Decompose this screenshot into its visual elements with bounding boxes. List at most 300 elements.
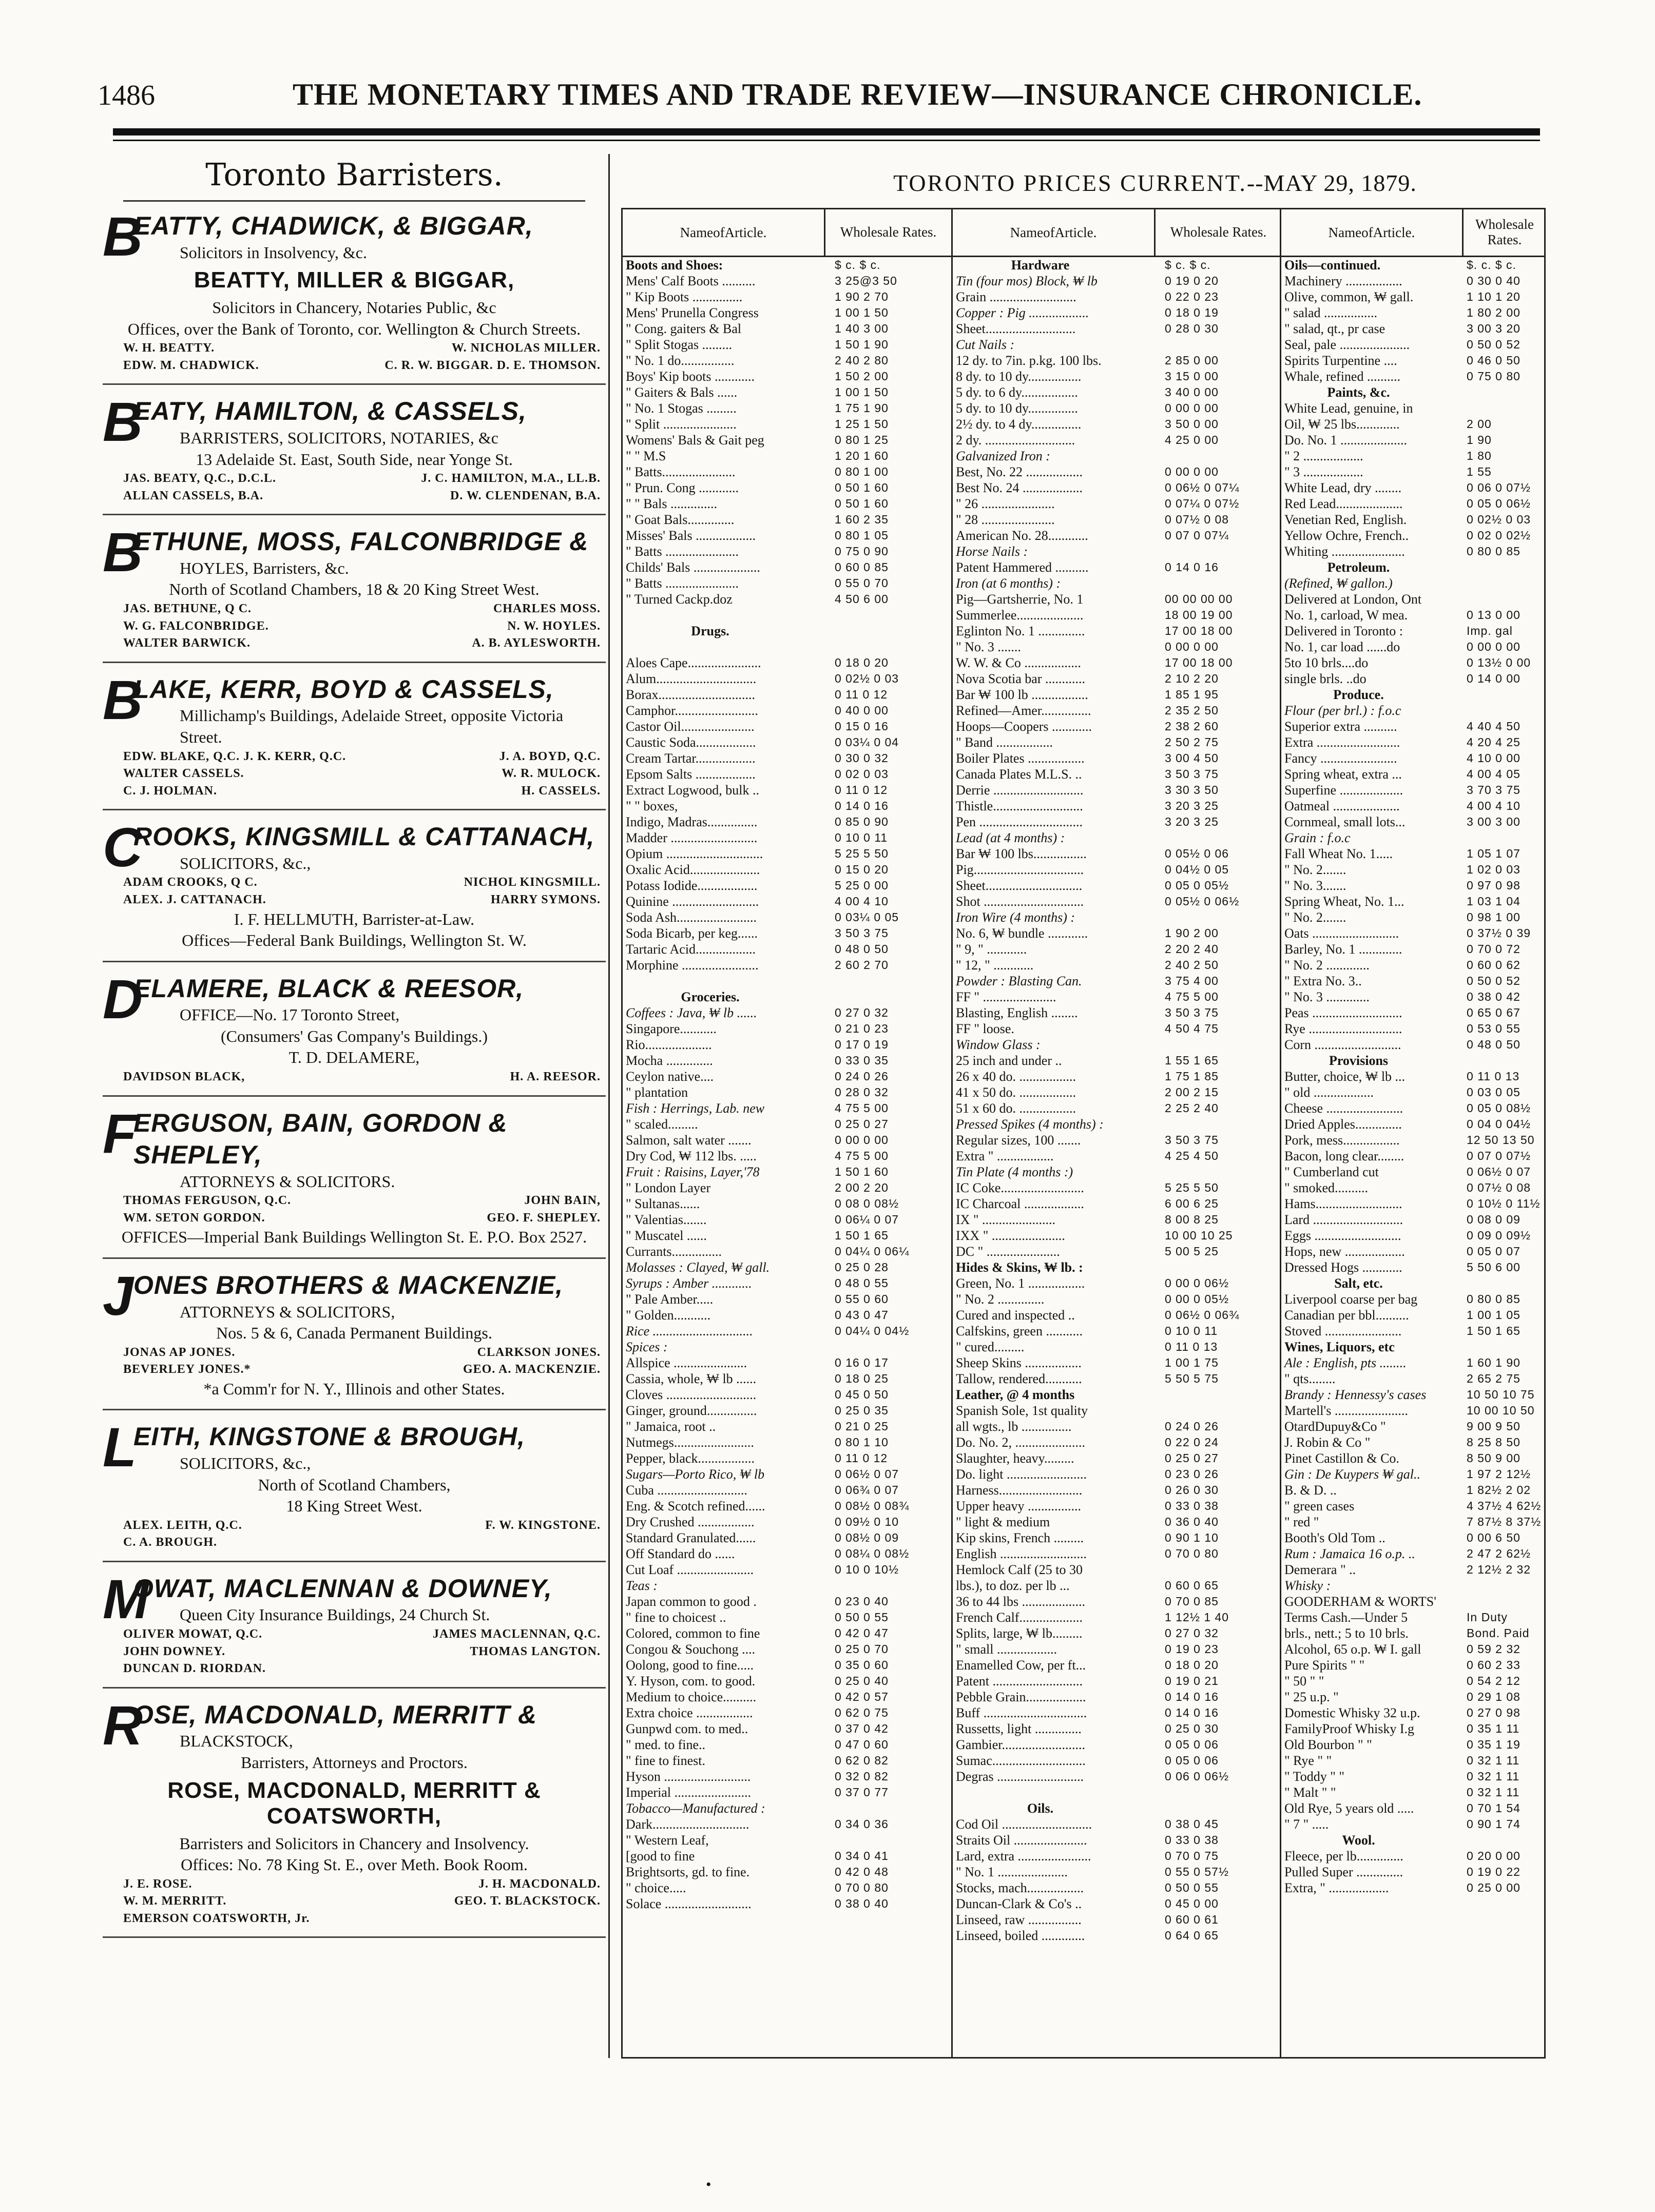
article-name: GOODERHAM & WORTS': [1284, 1594, 1436, 1609]
article-name: Tartaric Acid..................: [626, 942, 756, 957]
price-row: [1281, 1737, 1546, 1753]
wholesale-rate: 0 65 0 67: [1467, 1006, 1521, 1019]
firm-initial: B: [103, 205, 143, 267]
price-row: [1281, 814, 1546, 830]
wholesale-rate: 0 25 0 28: [835, 1260, 889, 1274]
price-row: [1281, 1689, 1546, 1705]
firm-card: [103, 1104, 606, 1259]
wholesale-rate: 1 90: [1467, 433, 1492, 447]
price-row: [1281, 464, 1546, 480]
wholesale-rate: 0 10 0 11: [835, 831, 888, 844]
firm-line: Barristers and Solicitors in Chancery and Insolvency.: [179, 1834, 529, 1853]
article-name: No. 1, carload, W mea.: [1284, 608, 1408, 623]
price-row: [953, 1832, 1281, 1848]
article-name: " qts........: [1284, 1371, 1336, 1386]
price-row: [953, 687, 1281, 703]
article-name: " salad, qt., pr case: [1284, 321, 1385, 336]
article-name: Spring Wheat, No. 1...: [1284, 894, 1404, 909]
article-name: Dry Crushed .................: [626, 1515, 755, 1529]
header-name: NameofArticle.: [1010, 224, 1097, 240]
wholesale-rate: 0 55 0 60: [835, 1292, 889, 1306]
price-row: [623, 384, 951, 400]
wholesale-rate: 1 80: [1467, 449, 1492, 462]
wholesale-rate: 4 00 4 05: [1467, 767, 1521, 781]
page-header: [98, 77, 1535, 126]
wholesale-rate: 5 25 0 00: [835, 879, 889, 892]
article-name: Extra choice .................: [626, 1705, 753, 1720]
wholesale-rate: 0 32 0 82: [835, 1770, 889, 1783]
price-row: [1281, 909, 1546, 925]
article-name: Flour (per brl.) : f.o.c: [1284, 703, 1401, 718]
wholesale-rate: 1 50 1 65: [1467, 1324, 1521, 1337]
price-row: [623, 798, 951, 814]
price-row: [623, 1737, 951, 1753]
firm-initial: C: [103, 816, 143, 879]
price-row: [953, 1896, 1281, 1912]
price-row: [623, 1100, 951, 1116]
header-rule-thick: [113, 128, 1540, 135]
article-name: Bar ₩ 100 lb .................: [956, 687, 1088, 702]
article-name: Pure Spirits " ": [1284, 1658, 1365, 1673]
section-heading: [623, 257, 951, 273]
price-row: [623, 1514, 951, 1530]
firm-initial: F: [103, 1102, 137, 1165]
article-name: " old ..................: [1284, 1085, 1374, 1100]
article-name: [good to fine: [626, 1849, 695, 1864]
header-rule-thin: [113, 140, 1540, 141]
article-name: Wool.: [1342, 1833, 1375, 1848]
price-row: [953, 1307, 1281, 1323]
price-row: [1281, 1657, 1546, 1673]
price-row: [953, 496, 1281, 512]
wholesale-rate: 4 25 4 50: [1165, 1149, 1219, 1162]
article-name: Powder : Blasting Can.: [956, 974, 1082, 988]
wholesale-rate: 10 50 10 75: [1467, 1388, 1535, 1401]
article-name: " Muscatel ......: [626, 1228, 707, 1243]
wholesale-rate: 3 50 3 75: [1165, 767, 1219, 781]
wholesale-rate: 0 27 0 98: [1467, 1706, 1521, 1719]
price-row: [623, 1832, 951, 1848]
article-name: Extract Logwood, bulk ..: [626, 783, 759, 798]
wholesale-rate: 4 50 4 75: [1165, 1022, 1219, 1035]
wholesale-rate: 2 00 2 20: [835, 1181, 889, 1194]
wholesale-rate: 10 00 10 50: [1467, 1404, 1535, 1417]
article-name: Petroleum.: [1327, 560, 1390, 575]
firm-line: Solicitors in Chancery, Notaries Public, &c: [212, 298, 496, 317]
wholesale-rate: 0 23 0 26: [1165, 1467, 1219, 1481]
partner-row: [103, 357, 606, 375]
price-row: [953, 1880, 1281, 1896]
article-name: Hams..........................: [1284, 1196, 1402, 1211]
price-row: [953, 1848, 1281, 1864]
wholesale-rate: 0 25 0 40: [835, 1674, 889, 1687]
price-row: [953, 337, 1281, 353]
article-name: Pork, mess.................: [1284, 1133, 1400, 1148]
price-row: [953, 591, 1281, 607]
article-name: Singapore...........: [626, 1021, 717, 1036]
wholesale-rate: 0 22 0 23: [1165, 290, 1219, 303]
price-row: [623, 305, 951, 321]
wholesale-rate: 1 75 1 85: [1165, 1070, 1219, 1083]
article-name: " Extra No. 3..: [1284, 974, 1362, 988]
article-name: " med. to fine..: [626, 1737, 706, 1752]
article-name: No. 6, ₩ bundle ............: [956, 926, 1088, 941]
wholesale-rate: 1 25 1 50: [835, 417, 889, 431]
price-row: [953, 782, 1281, 798]
article-name: Soda Ash........................: [626, 910, 757, 925]
wholesale-rate: 1 50 1 90: [835, 338, 889, 351]
price-row: [1281, 1323, 1546, 1339]
wholesale-rate: 2 85 0 00: [1165, 354, 1219, 367]
price-row: [953, 1784, 1281, 1800]
article-name: 41 x 50 do. .................: [956, 1085, 1076, 1100]
price-row: [623, 400, 951, 416]
wholesale-rate: 0 21 0 25: [835, 1420, 889, 1433]
wholesale-rate: 0 25 0 00: [1467, 1881, 1521, 1894]
article-name: Rum : Jamaica 16 o.p. ..: [1284, 1546, 1415, 1561]
partner-row: [103, 488, 606, 505]
article-name: Oil, ₩ 25 lbs.............: [1284, 417, 1400, 432]
article-name: Pig—Gartsherrie, No. 1: [956, 592, 1084, 607]
article-name: " 28 ......................: [956, 512, 1055, 527]
wholesale-rate: 0 03 0 05: [1467, 1085, 1521, 1099]
article-name: Colored, common to fine: [626, 1626, 760, 1641]
article-name: " fine to finest.: [626, 1753, 706, 1768]
wholesale-rate: 0 05 0 05½: [1165, 879, 1229, 892]
price-row: [1281, 957, 1546, 973]
price-row: [623, 432, 951, 448]
article-name: Barley, No. 1 .............: [1284, 942, 1402, 957]
article-name: Cured and inspected ..: [956, 1308, 1075, 1323]
wholesale-rate: 3 30 3 50: [1165, 783, 1219, 797]
article-name: Seal, pale .....................: [1284, 337, 1410, 352]
price-row: [623, 1307, 951, 1323]
price-row: [1281, 1864, 1546, 1880]
wholesale-rate: 9 00 9 50: [1467, 1420, 1521, 1433]
wholesale-rate: 0 16 0 17: [835, 1356, 889, 1369]
article-name: Pebble Grain..................: [956, 1690, 1086, 1704]
section-heading: [1281, 687, 1546, 703]
wholesale-rate: 0 00 0 00: [835, 1133, 889, 1147]
wholesale-rate: 2 12½ 2 32: [1467, 1563, 1531, 1576]
price-row: [623, 1005, 951, 1021]
price-row: [1281, 1784, 1546, 1800]
publication-title: THE MONETARY TIMES AND TRADE REVIEW—INSURANCE CHRONICLE.: [293, 77, 1422, 111]
partner-name: GEO. T. BLACKSTOCK.: [454, 1894, 601, 1908]
article-name: Spirits Turpentine ....: [1284, 353, 1397, 368]
wholesale-rate: 0 14 0 00: [1467, 672, 1521, 685]
price-row: [623, 1196, 951, 1212]
price-row: [1281, 607, 1546, 623]
price-row: [623, 1371, 951, 1387]
price-row: [1281, 591, 1546, 607]
price-row: [953, 1164, 1281, 1180]
wholesale-rate: 4 37½ 4 62½: [1467, 1499, 1542, 1512]
article-name: Alcohol, 65 o.p. ₩ I. gall: [1284, 1642, 1421, 1657]
price-row: [953, 1928, 1281, 1944]
price-row: [1281, 989, 1546, 1005]
wholesale-rate: 0 02 0 03: [835, 767, 889, 781]
article-name: " No. 1 .....................: [956, 1865, 1068, 1879]
article-name: Dressed Hogs ............: [1284, 1260, 1402, 1275]
partner-name: JONAS AP JONES.: [123, 1345, 236, 1359]
wholesale-rate: 2 50 2 75: [1165, 735, 1219, 749]
price-row: [1281, 321, 1546, 337]
section-heading: [1281, 1053, 1546, 1069]
article-name: Shot ..............................: [956, 894, 1084, 909]
wholesale-rate: 0 02½ 0 03: [1467, 513, 1531, 526]
price-row: [623, 559, 951, 575]
firm-line: Barristers, Attorneys and Proctors.: [241, 1753, 468, 1772]
wholesale-rate: 0 33 0 38: [1165, 1499, 1219, 1512]
article-name: Blasting, English ........: [956, 1005, 1078, 1020]
article-name: Fall Wheat No. 1.....: [1284, 846, 1393, 861]
article-name: Liverpool coarse per bag: [1284, 1292, 1418, 1307]
article-name: Dark.............................: [626, 1817, 749, 1832]
article-name: Molasses : Clayed, ₩ gall.: [626, 1260, 770, 1275]
article-name: Solace ..........................: [626, 1896, 752, 1911]
wholesale-rate: 0 05 0 06: [1165, 1754, 1219, 1767]
article-name: Sheep Skins .................: [956, 1355, 1082, 1370]
firm-initial: M: [103, 1567, 149, 1630]
price-row: [623, 830, 951, 846]
price-row: [623, 1116, 951, 1132]
wholesale-rate: 0 26 0 30: [1165, 1483, 1219, 1497]
wholesale-rate: 3 20 3 25: [1165, 815, 1219, 828]
firm-line: Solicitors in Insolvency, &c.: [180, 243, 367, 262]
price-row: [623, 1800, 951, 1816]
item-list: [953, 257, 1281, 1944]
price-row: [1281, 1132, 1546, 1148]
price-row: [953, 1355, 1281, 1371]
article-name: Cornmeal, small lots...: [1284, 814, 1406, 829]
firm-line: Offices, over the Bank of Toronto, cor. Wellington & Church Streets.: [127, 319, 581, 338]
article-name: Coffees : Java, ₩ lb ......: [626, 1005, 757, 1020]
price-row: [623, 337, 951, 353]
article-name: Whale, refined ..........: [1284, 369, 1400, 384]
wholesale-rate: 0 06½ 0 06¾: [1165, 1308, 1240, 1322]
price-row: [953, 1275, 1281, 1291]
price-row: [1281, 1546, 1546, 1562]
partner-name: ADAM CROOKS, Q C.: [123, 876, 258, 889]
article-name: " Kip Boots ...............: [626, 289, 743, 304]
price-row: [953, 544, 1281, 559]
firm-list: [103, 207, 606, 1938]
price-row: [953, 353, 1281, 368]
firm-card: [103, 1418, 606, 1562]
wholesale-rate: 0 34 0 41: [835, 1849, 889, 1862]
article-name: Soda Bicarb, per keg......: [626, 926, 758, 941]
article-name: Calfskins, green ...........: [956, 1324, 1083, 1338]
price-row: [623, 1164, 951, 1180]
price-row: [1281, 1371, 1546, 1387]
partner-name: OLIVER MOWAT, Q.C.: [123, 1627, 263, 1641]
price-row: [1281, 798, 1546, 814]
wholesale-rate: In Duty: [1467, 1611, 1508, 1624]
partner-row: [103, 748, 606, 766]
wholesale-rate: 1 40 3 00: [835, 322, 889, 335]
partner-row: [103, 1534, 606, 1551]
article-name: all wgts., lb ...............: [956, 1419, 1072, 1434]
header-rate: Wholesale Rates.: [824, 209, 951, 256]
wholesale-rate: 1 05 1 07: [1467, 847, 1521, 860]
firm-line: North of Scotland Chambers,: [258, 1475, 451, 1494]
wholesale-rate: 1 00 1 75: [1165, 1356, 1219, 1369]
wholesale-rate: 0 20 0 00: [1467, 1849, 1521, 1862]
wholesale-rate: 3 00 4 50: [1165, 751, 1219, 765]
price-row: [623, 1387, 951, 1403]
price-row: [953, 655, 1281, 671]
wholesale-rate: 0 60 2 33: [1467, 1658, 1521, 1672]
price-row: [623, 1657, 951, 1673]
article-name: Boots and Shoes:: [626, 258, 723, 273]
price-row: [953, 1180, 1281, 1196]
price-row: [623, 734, 951, 750]
article-name: 25 inch and under ..: [956, 1053, 1062, 1068]
price-row: [623, 1466, 951, 1482]
price-row: [1281, 1848, 1546, 1864]
firm-name: EATY, HAMILTON, & CASSELS,: [133, 397, 527, 426]
price-row: [953, 1753, 1281, 1769]
wholesale-rate: 18 00 19 00: [1165, 608, 1233, 622]
article-name: IX " ......................: [956, 1212, 1056, 1227]
article-name: Hardware: [1011, 258, 1070, 273]
price-row: [623, 973, 951, 989]
partner-name: F. W. KINGSTONE.: [485, 1518, 601, 1532]
price-row: [953, 321, 1281, 337]
wholesale-rate: 0 18 0 25: [835, 1372, 889, 1385]
price-row: [1281, 1291, 1546, 1307]
partner-row: [103, 1361, 606, 1379]
wholesale-rate: 0 05½ 0 06½: [1165, 895, 1240, 908]
article-name: Whisky :: [1284, 1578, 1331, 1593]
price-row: [953, 671, 1281, 687]
wholesale-rate: 0 90 1 10: [1165, 1531, 1219, 1544]
partner-row: [103, 1344, 606, 1362]
wholesale-rate: 0 80 0 85: [1467, 545, 1521, 558]
wholesale-rate: 0 70 0 85: [1165, 1595, 1219, 1608]
price-row: [1281, 1609, 1546, 1625]
article-name: Allspice ......................: [626, 1355, 747, 1370]
wholesale-rate: 1 50 2 00: [835, 370, 889, 383]
article-name: Groceries.: [681, 989, 740, 1004]
wholesale-rate: 0 05 0 08½: [1467, 1101, 1531, 1115]
article-name: " 3 ..................: [1284, 464, 1363, 479]
price-row: [623, 1498, 951, 1514]
article-name: White Lead, dry ........: [1284, 480, 1402, 495]
partner-name: N. W. HOYLES.: [507, 619, 601, 633]
article-name: B. & D. ..: [1284, 1483, 1337, 1498]
article-name: Aloes Cape......................: [626, 655, 761, 670]
partner-name: BEVERLEY JONES.*: [123, 1363, 251, 1376]
wholesale-rate: 4 75 5 00: [1165, 990, 1219, 1003]
wholesale-rate: 0 19 0 20: [1165, 274, 1219, 287]
price-row: [623, 894, 951, 909]
article-name: White Lead, genuine, in: [1284, 401, 1413, 416]
firm-initial: J: [103, 1265, 134, 1327]
wholesale-rate: 0 18 0 20: [835, 656, 889, 669]
price-row: [953, 1244, 1281, 1259]
article-name: " Band .................: [956, 735, 1053, 750]
article-name: Duncan-Clark & Co's ..: [956, 1896, 1082, 1911]
article-name: Brightsorts, gd. to fine.: [626, 1865, 750, 1879]
prices-current-title: [667, 169, 1643, 197]
wholesale-rate: 0 42 0 48: [835, 1865, 889, 1878]
partner-row: [103, 618, 606, 635]
article-name: Degras ..........................: [956, 1769, 1084, 1784]
wholesale-rate: 0 02 0 02½: [1467, 529, 1531, 542]
article-name: 2½ dy. to 4 dy...............: [956, 417, 1082, 432]
price-row: [1281, 1307, 1546, 1323]
wholesale-rate: 0 09½ 0 10: [835, 1515, 899, 1528]
article-name: Rio....................: [626, 1037, 712, 1052]
partner-name: A. B. AYLESWORTH.: [472, 636, 601, 650]
article-name: " fine to choicest ..: [626, 1610, 726, 1625]
price-row: [1281, 878, 1546, 894]
price-row: [953, 1132, 1281, 1148]
partner-name: W. R. MULOCK.: [502, 767, 601, 781]
article-name: Refined—Amer...............: [956, 703, 1091, 718]
section-heading: [1281, 1832, 1546, 1848]
article-name: " red ": [1284, 1515, 1319, 1529]
price-row: [623, 1419, 951, 1434]
price-row: [1281, 575, 1546, 591]
wholesale-rate: 0 80 1 05: [835, 529, 889, 542]
article-name: Nutmegs........................: [626, 1435, 754, 1450]
partner-row: [103, 874, 606, 891]
firm-line: 18 King Street West.: [286, 1497, 422, 1516]
wholesale-rate: 0 28 0 32: [835, 1085, 889, 1099]
firm-line: ATTORNEYS & SOLICITORS.: [180, 1172, 395, 1191]
wholesale-rate: 0 19 0 22: [1467, 1865, 1521, 1878]
partner-row: [103, 600, 606, 618]
article-name: brls., nett.; 5 to 10 brls.: [1284, 1626, 1409, 1641]
article-name: Wines, Liquors, etc: [1284, 1340, 1395, 1354]
price-row: [1281, 337, 1546, 353]
price-row: [953, 1419, 1281, 1434]
article-name: Old Bourbon " ": [1284, 1737, 1372, 1752]
partner-name: J. H. MACDONALD.: [478, 1877, 601, 1891]
article-name: 36 to 44 lbs ...................: [956, 1594, 1086, 1609]
item-list: [623, 257, 951, 1912]
wholesale-rate: 0 06 0 07½: [1467, 481, 1531, 494]
price-row: [953, 1816, 1281, 1832]
price-row: [953, 957, 1281, 973]
article-name: 5 dy. to 6 dy.................: [956, 385, 1078, 400]
price-row: [623, 1594, 951, 1609]
article-name: Hides & Skins, ₩ lb. :: [956, 1260, 1083, 1275]
article-name: Linseed, raw ................: [956, 1912, 1082, 1927]
wholesale-rate: 2 35 2 50: [1165, 704, 1219, 717]
price-row: [953, 734, 1281, 750]
price-row: [623, 1578, 951, 1594]
wholesale-rate: 1 90 2 70: [835, 290, 889, 303]
price-row: [1281, 1450, 1546, 1466]
firm-line: Queen City Insurance Buildings, 24 Church St.: [180, 1605, 490, 1624]
wholesale-rate: 0 14 0 16: [1165, 560, 1219, 574]
price-row: [623, 1864, 951, 1880]
price-row: [1281, 973, 1546, 989]
wholesale-rate: 2 25 2 40: [1165, 1101, 1219, 1115]
price-row: [953, 639, 1281, 655]
price-row: [1281, 1466, 1546, 1482]
section-heading: [953, 1800, 1281, 1816]
wholesale-rate: Imp. gal: [1467, 624, 1513, 637]
price-row: [953, 1769, 1281, 1784]
partner-name: THOMAS LANGTON.: [470, 1644, 601, 1658]
article-name: Gambier.........................: [956, 1737, 1086, 1752]
section-heading: [1281, 559, 1546, 575]
